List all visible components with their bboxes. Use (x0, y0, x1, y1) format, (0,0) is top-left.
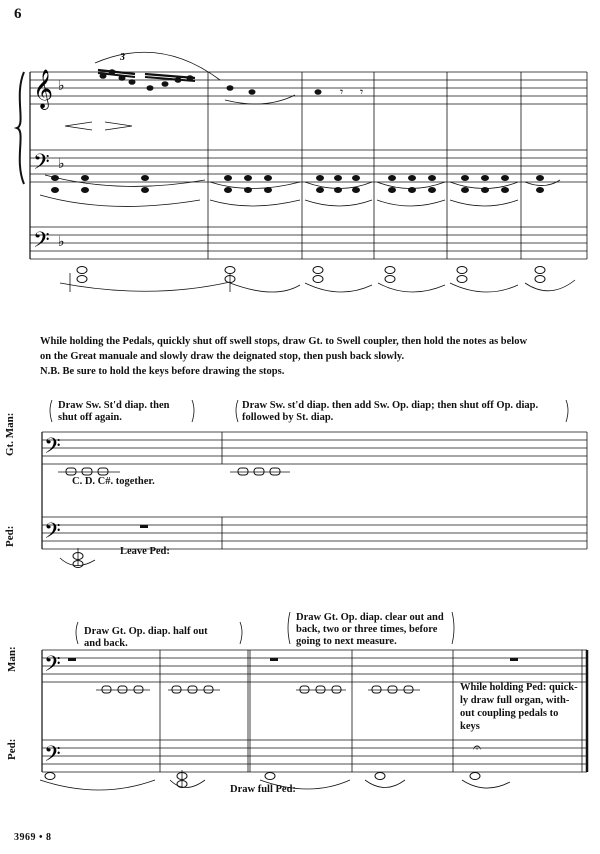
chord-notes (102, 686, 413, 693)
final-note-line-2: ly draw full organ, with- (460, 695, 570, 706)
footer-code: 3969 • 8 (14, 832, 52, 843)
staff-label-great-manual: Gt. Man: (4, 412, 16, 456)
treble-clef-icon: 𝄞 (33, 71, 54, 108)
manual-staff (42, 650, 587, 682)
bass-clef-icon: 𝄢 (33, 150, 50, 179)
annotation-b-line-1: Draw Sw. st'd diap. then add Sw. Op. diap; then shut off Op. diap. (242, 400, 539, 411)
crescendo-mark (65, 122, 92, 130)
instruction-line-3: N.B. Be sure to hold the keys before drawing the stops. (40, 366, 285, 377)
bass-manual-notes (51, 175, 544, 193)
fermata-icon: 𝄐 (473, 741, 481, 756)
svg-text:♭: ♭ (58, 235, 65, 250)
score-system-1 (0, 0, 600, 300)
decrescendo-mark (105, 122, 132, 130)
svg-text:♭: ♭ (58, 157, 65, 172)
rest-icon: 𝄾 (340, 85, 344, 99)
instruction-line-2: on the Great manuale and slowly draw the deignated stop, then push back slowly. (40, 351, 405, 362)
annotation-a-line-1: Draw Sw. St'd diap. then (58, 400, 170, 411)
final-note-line-3: out coupling pedals to (460, 708, 559, 719)
staff-label-pedal: Ped: (4, 525, 16, 547)
pedal-notes (77, 267, 545, 283)
grand-staff-brace (17, 72, 24, 184)
rest-icon: 𝄾 (360, 85, 364, 99)
barlines-system-1 (208, 72, 587, 259)
staff-label-manual: Man: (6, 646, 18, 672)
pedal-note: Leave Ped: (120, 546, 170, 557)
treble-staff (30, 72, 587, 104)
annotation-b-line-2: followed by St. diap. (242, 412, 334, 423)
bass-clef-icon: 𝄢 (44, 519, 61, 548)
annotation-a-line-2: and back. (84, 638, 128, 649)
instruction-line-1: While holding the Pedals, quickly shut off swell stops, draw Gt. to Swell coupler, then hold the notes as below (40, 336, 528, 347)
page-number: 6 (14, 6, 22, 22)
bass-clef-icon: 𝄢 (33, 228, 50, 257)
half-rest-icon (68, 658, 76, 661)
final-note-line-4: keys (460, 721, 480, 732)
annotation-a-line-2: shut off again. (58, 412, 122, 423)
bass-staff-pedal (30, 227, 587, 259)
final-note-line-1: While holding Ped: quick- (460, 682, 578, 693)
pedal-staff (42, 517, 587, 549)
pedal-note: Draw full Ped: (230, 784, 296, 795)
annotation-b-line-3: going to next measure. (296, 636, 397, 647)
annotation-a-line-1: Draw Gt. Op. diap. half out (84, 626, 208, 637)
bass-clef-icon: 𝄢 (44, 652, 61, 681)
bass-clef-icon: 𝄢 (44, 434, 61, 463)
half-rest-icon (270, 658, 278, 661)
great-manual-staff (42, 432, 587, 464)
chord-note: C. D. C#. together. (72, 476, 155, 487)
annotation-b-line-1: Draw Gt. Op. diap. clear out and (296, 612, 444, 623)
half-rest-icon (510, 658, 518, 661)
whole-rest-icon (140, 525, 148, 528)
svg-text:♭: ♭ (58, 79, 65, 94)
pedal-staff (42, 740, 587, 772)
chord-notes (66, 468, 280, 475)
annotation-b-line-2: back, two or three times, before (296, 624, 438, 635)
staff-label-pedal: Ped: (6, 738, 18, 760)
triplet-mark: 3 (120, 52, 125, 63)
bass-clef-icon: 𝄢 (44, 742, 61, 771)
